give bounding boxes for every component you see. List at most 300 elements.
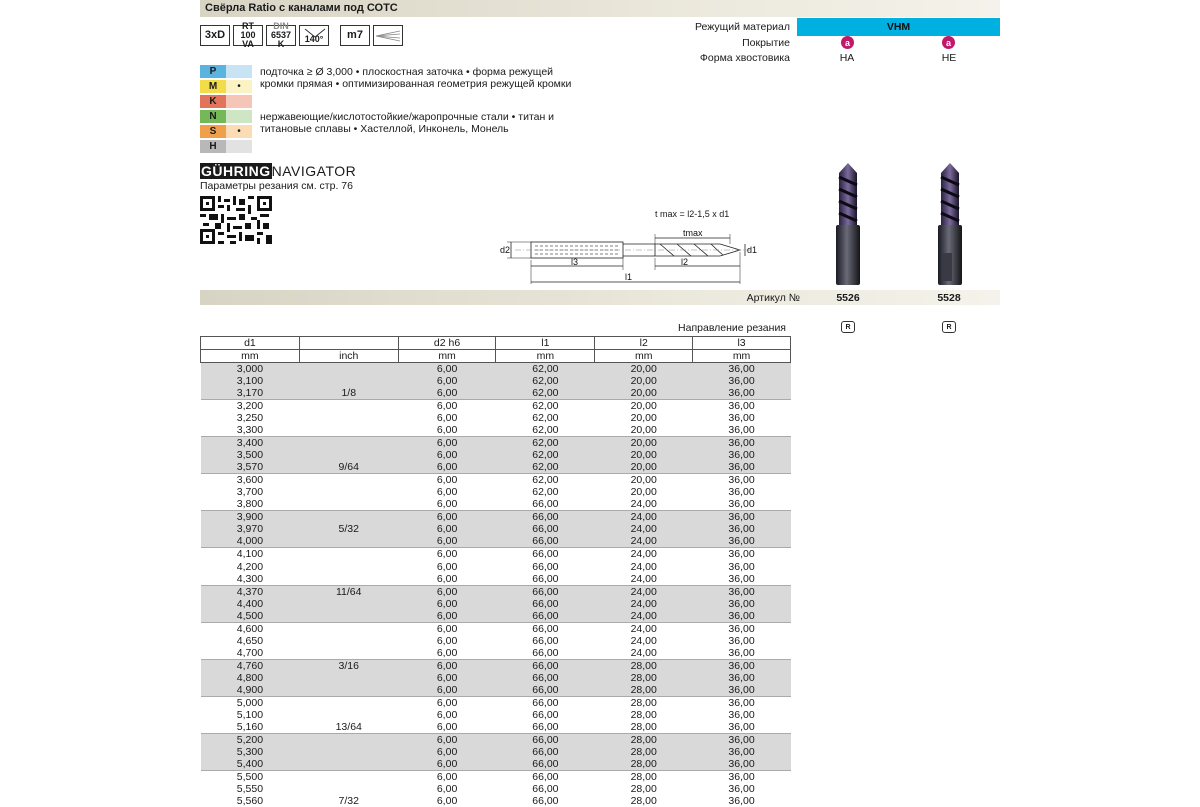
table-cell: 6,00: [398, 363, 496, 376]
table-cell: 36,00: [693, 424, 791, 437]
iso-letter-h: H: [200, 140, 226, 153]
description-line-3: нержавеющие/кислотостойкие/жаропрочные стали • титан и: [260, 111, 554, 123]
iso-letter-k: K: [200, 95, 226, 108]
table-row: [201, 474, 791, 487]
table-cell: 62,00: [496, 486, 595, 498]
table-cell: 4,400: [201, 598, 300, 610]
coating-badge-5528: a: [942, 36, 955, 49]
table-cell: 5,500: [201, 771, 300, 784]
table-cell: 6,00: [398, 733, 496, 746]
iso-row-m: [200, 80, 252, 93]
article-number-5526: 5526: [818, 292, 878, 304]
table-cell: [299, 548, 398, 561]
table-cell: 6,00: [398, 412, 496, 424]
table-cell: [299, 498, 398, 511]
table-row: [201, 573, 791, 586]
table-row: [201, 795, 791, 807]
table-row: [201, 622, 791, 635]
table-cell: 66,00: [496, 535, 595, 548]
table-cell: 62,00: [496, 474, 595, 487]
table-cell: 24,00: [595, 535, 693, 548]
table-cell: 28,00: [595, 696, 693, 709]
table-cell: [299, 783, 398, 795]
iso-letter-m: M: [200, 80, 226, 93]
tmax-label: tmax: [683, 228, 703, 238]
table-cell: 62,00: [496, 387, 595, 400]
table-row: [201, 363, 791, 376]
description-line-4: титановые сплавы • Хастеллой, Инконель, Монель: [260, 123, 554, 135]
iso-mark-h: [226, 140, 252, 153]
table-cell: 36,00: [693, 437, 791, 450]
column-header: [299, 337, 398, 350]
table-cell: 6,00: [398, 548, 496, 561]
table-cell: 3,400: [201, 437, 300, 450]
table-cell: 6,00: [398, 535, 496, 548]
table-cell: 6,00: [398, 684, 496, 697]
table-cell: 6,00: [398, 795, 496, 807]
table-cell: 6,00: [398, 721, 496, 734]
table-cell: [299, 733, 398, 746]
table-header-row: [201, 337, 791, 350]
table-cell: 6,00: [398, 400, 496, 413]
ratio-badge: 3xD: [200, 25, 230, 46]
iso-mark-k: [226, 95, 252, 108]
table-cell: [299, 635, 398, 647]
table-row: [201, 424, 791, 437]
table-cell: 36,00: [693, 622, 791, 635]
table-cell: 36,00: [693, 771, 791, 784]
article-number-5528: 5528: [919, 292, 979, 304]
iso-letter-p: P: [200, 65, 226, 78]
table-cell: 28,00: [595, 783, 693, 795]
table-row: [201, 733, 791, 746]
table-cell: 6,00: [398, 635, 496, 647]
iso-row-h: [200, 140, 252, 153]
table-row: [201, 598, 791, 610]
table-cell: 66,00: [496, 746, 595, 758]
iso-letter-s: S: [200, 125, 226, 138]
tmax-formula: t max = l2-1,5 x d1: [655, 209, 729, 219]
table-row: [201, 375, 791, 387]
point-angle-icon: [304, 28, 326, 38]
table-cell: 4,370: [201, 585, 300, 598]
table-cell: 3,000: [201, 363, 300, 376]
right-hand-cut-icon: R: [942, 321, 956, 333]
table-cell: 66,00: [496, 498, 595, 511]
table-cell: 66,00: [496, 672, 595, 684]
rt100-line1: RT 100: [234, 22, 262, 40]
table-cell: 4,760: [201, 659, 300, 672]
table-row: [201, 746, 791, 758]
table-cell: 20,00: [595, 387, 693, 400]
table-cell: 6,00: [398, 437, 496, 450]
table-cell: 36,00: [693, 412, 791, 424]
cutting-material-label: Режущий материал: [590, 21, 790, 33]
table-cell: [299, 684, 398, 697]
table-row: [201, 560, 791, 572]
table-row: [201, 771, 791, 784]
table-cell: 66,00: [496, 622, 595, 635]
table-cell: 6,00: [398, 449, 496, 461]
table-cell: 3,170: [201, 387, 300, 400]
table-cell: 20,00: [595, 363, 693, 376]
table-cell: 66,00: [496, 598, 595, 610]
d2-label: d2: [500, 245, 510, 255]
table-cell: 3,570: [201, 461, 300, 474]
table-cell: 36,00: [693, 474, 791, 487]
table-cell: 20,00: [595, 412, 693, 424]
table-cell: 36,00: [693, 598, 791, 610]
table-row: [201, 486, 791, 498]
table-cell: 28,00: [595, 795, 693, 807]
table-cell: 6,00: [398, 486, 496, 498]
table-cell: 66,00: [496, 548, 595, 561]
table-cell: 66,00: [496, 709, 595, 721]
coolant-channel-icon: [375, 29, 401, 43]
description-line-2: кромки прямая • оптимизированная геометрия режущей кромки: [260, 78, 571, 90]
table-cell: 3,200: [201, 400, 300, 413]
table-cell: 66,00: [496, 647, 595, 660]
table-cell: 5,200: [201, 733, 300, 746]
table-cell: 4,300: [201, 573, 300, 586]
table-cell: 28,00: [595, 684, 693, 697]
table-cell: 62,00: [496, 437, 595, 450]
table-cell: 66,00: [496, 560, 595, 572]
table-cell: 28,00: [595, 709, 693, 721]
table-units-row: [201, 350, 791, 363]
table-cell: 36,00: [693, 363, 791, 376]
table-cell: 6,00: [398, 523, 496, 535]
table-cell: 66,00: [496, 523, 595, 535]
table-cell: 66,00: [496, 573, 595, 586]
table-cell: 20,00: [595, 424, 693, 437]
table-cell: 24,00: [595, 573, 693, 586]
din-line1: DIN: [273, 22, 289, 31]
l1-label: l1: [625, 272, 632, 282]
table-cell: 36,00: [693, 400, 791, 413]
table-cell: 6,00: [398, 387, 496, 400]
table-cell: 36,00: [693, 659, 791, 672]
table-cell: [299, 363, 398, 376]
table-cell: 24,00: [595, 598, 693, 610]
table-cell: 6,00: [398, 598, 496, 610]
table-cell: 36,00: [693, 511, 791, 524]
iso-mark-n: [226, 110, 252, 123]
table-cell: 4,800: [201, 672, 300, 684]
point-angle-badge: [299, 25, 329, 46]
table-cell: 66,00: [496, 659, 595, 672]
guhring-navigator-logo: [200, 163, 356, 179]
table-cell: 7/32: [299, 795, 398, 807]
table-cell: [299, 400, 398, 413]
din-line2: 6537 K: [267, 31, 295, 49]
table-cell: 66,00: [496, 771, 595, 784]
l2-label: l2: [681, 257, 688, 267]
table-row: [201, 412, 791, 424]
column-header: l2: [595, 337, 693, 350]
table-cell: 6,00: [398, 573, 496, 586]
table-cell: 6,00: [398, 610, 496, 623]
table-cell: 36,00: [693, 523, 791, 535]
table-cell: 36,00: [693, 387, 791, 400]
d1-label: d1: [747, 245, 757, 255]
table-cell: 66,00: [496, 511, 595, 524]
table-cell: 11/64: [299, 585, 398, 598]
table-cell: [299, 709, 398, 721]
unit-header: inch: [299, 350, 398, 363]
dimensions-table: [200, 336, 791, 807]
l3-label: l3: [571, 257, 578, 267]
table-cell: 28,00: [595, 771, 693, 784]
table-cell: 6,00: [398, 560, 496, 572]
column-header: d1: [201, 337, 300, 350]
table-cell: 20,00: [595, 437, 693, 450]
table-cell: 6,00: [398, 424, 496, 437]
table-cell: [299, 598, 398, 610]
table-cell: 24,00: [595, 622, 693, 635]
table-cell: [299, 758, 398, 771]
table-cell: 36,00: [693, 585, 791, 598]
table-body: [201, 363, 791, 807]
table-cell: 5,300: [201, 746, 300, 758]
table-row: [201, 523, 791, 535]
drill-image-5526: [830, 163, 866, 285]
cutting-direction-label: Направление резания: [600, 322, 786, 334]
table-row: [201, 672, 791, 684]
table-cell: 24,00: [595, 635, 693, 647]
unit-header: mm: [496, 350, 595, 363]
table-cell: 3,100: [201, 375, 300, 387]
table-cell: 6,00: [398, 771, 496, 784]
column-header: d2 h6: [398, 337, 496, 350]
table-cell: 62,00: [496, 412, 595, 424]
table-cell: 62,00: [496, 461, 595, 474]
table-cell: 4,100: [201, 548, 300, 561]
table-cell: 24,00: [595, 523, 693, 535]
iso-material-groups: [200, 65, 252, 155]
table-cell: [299, 696, 398, 709]
dimensions-table-grid: [200, 336, 791, 807]
unit-header: mm: [201, 350, 300, 363]
table-cell: 6,00: [398, 474, 496, 487]
table-cell: [299, 437, 398, 450]
table-cell: 36,00: [693, 560, 791, 572]
vhm-cell: VHM: [797, 18, 1000, 36]
table-row: [201, 647, 791, 660]
table-cell: 6,00: [398, 585, 496, 598]
table-cell: 28,00: [595, 672, 693, 684]
table-cell: 6,00: [398, 498, 496, 511]
table-cell: [299, 486, 398, 498]
qr-code-icon[interactable]: [200, 196, 272, 244]
table-cell: 9/64: [299, 461, 398, 474]
table-cell: 24,00: [595, 610, 693, 623]
table-row: [201, 709, 791, 721]
table-cell: 36,00: [693, 783, 791, 795]
table-cell: 28,00: [595, 733, 693, 746]
table-cell: 36,00: [693, 486, 791, 498]
unit-header: mm: [595, 350, 693, 363]
iso-mark-p: [226, 65, 252, 78]
table-cell: 3,700: [201, 486, 300, 498]
coating-label: Покрытие: [590, 37, 790, 49]
table-row: [201, 387, 791, 400]
table-cell: 6,00: [398, 511, 496, 524]
drill-dimension-diagram: [495, 222, 760, 292]
angle-label: 140°: [305, 35, 324, 44]
table-cell: 28,00: [595, 746, 693, 758]
table-cell: [299, 511, 398, 524]
table-cell: 36,00: [693, 746, 791, 758]
table-cell: 66,00: [496, 684, 595, 697]
table-cell: 20,00: [595, 474, 693, 487]
table-cell: 24,00: [595, 511, 693, 524]
table-row: [201, 437, 791, 450]
tolerance-badge: m7: [340, 25, 370, 46]
table-cell: 6,00: [398, 659, 496, 672]
page-title: Свёрла Ratio с каналами под СОТС: [205, 2, 398, 14]
table-cell: 3,900: [201, 511, 300, 524]
table-row: [201, 635, 791, 647]
table-cell: 6,00: [398, 622, 496, 635]
table-cell: 66,00: [496, 758, 595, 771]
iso-mark-s: •: [226, 125, 252, 138]
table-cell: 6,00: [398, 647, 496, 660]
column-header: l1: [496, 337, 595, 350]
table-cell: 28,00: [595, 659, 693, 672]
table-cell: 5/32: [299, 523, 398, 535]
unit-header: mm: [398, 350, 496, 363]
article-label: Артикул №: [650, 292, 800, 304]
table-row: [201, 535, 791, 548]
table-cell: 62,00: [496, 424, 595, 437]
table-cell: 36,00: [693, 758, 791, 771]
table-cell: 36,00: [693, 498, 791, 511]
table-cell: 28,00: [595, 758, 693, 771]
table-cell: 62,00: [496, 363, 595, 376]
table-cell: 24,00: [595, 560, 693, 572]
shank-form-label: Форма хвостовика: [590, 52, 790, 64]
table-cell: 3,250: [201, 412, 300, 424]
table-cell: 20,00: [595, 449, 693, 461]
table-row: [201, 610, 791, 623]
table-cell: 3,600: [201, 474, 300, 487]
shank-form-5526: HA: [797, 52, 897, 64]
table-cell: 6,00: [398, 783, 496, 795]
table-cell: 5,560: [201, 795, 300, 807]
table-cell: 4,200: [201, 560, 300, 572]
table-cell: [299, 375, 398, 387]
table-cell: 4,500: [201, 610, 300, 623]
table-cell: 24,00: [595, 498, 693, 511]
table-row: [201, 783, 791, 795]
table-cell: 24,00: [595, 548, 693, 561]
table-cell: 36,00: [693, 635, 791, 647]
table-cell: 4,650: [201, 635, 300, 647]
table-cell: 62,00: [496, 375, 595, 387]
brand-name: GÜHRING: [200, 163, 272, 179]
table-cell: 1/8: [299, 387, 398, 400]
table-cell: 24,00: [595, 585, 693, 598]
table-cell: [299, 746, 398, 758]
iso-letter-n: N: [200, 110, 226, 123]
table-cell: 36,00: [693, 375, 791, 387]
table-cell: [299, 672, 398, 684]
material-description: [260, 111, 554, 135]
table-cell: 66,00: [496, 783, 595, 795]
drill-image-5528: [932, 163, 968, 285]
table-cell: 20,00: [595, 400, 693, 413]
table-cell: 6,00: [398, 709, 496, 721]
table-cell: 3,500: [201, 449, 300, 461]
table-cell: 6,00: [398, 672, 496, 684]
table-cell: [299, 622, 398, 635]
table-cell: 5,000: [201, 696, 300, 709]
table-cell: 3,800: [201, 498, 300, 511]
table-cell: [299, 610, 398, 623]
table-row: [201, 548, 791, 561]
table-cell: 36,00: [693, 709, 791, 721]
din-badge: [266, 25, 296, 46]
shank-form-5528: HE: [899, 52, 999, 64]
table-cell: 62,00: [496, 449, 595, 461]
table-cell: 6,00: [398, 758, 496, 771]
table-cell: 36,00: [693, 733, 791, 746]
column-header: l3: [693, 337, 791, 350]
table-cell: 66,00: [496, 721, 595, 734]
table-row: [201, 721, 791, 734]
table-cell: 36,00: [693, 573, 791, 586]
table-cell: 36,00: [693, 461, 791, 474]
iso-mark-m: •: [226, 80, 252, 93]
table-cell: 4,600: [201, 622, 300, 635]
table-cell: 28,00: [595, 721, 693, 734]
table-cell: 62,00: [496, 400, 595, 413]
table-cell: 6,00: [398, 746, 496, 758]
table-cell: [299, 449, 398, 461]
table-cell: [299, 535, 398, 548]
table-cell: 36,00: [693, 795, 791, 807]
table-cell: 4,000: [201, 535, 300, 548]
iso-row-k: [200, 95, 252, 108]
table-cell: 66,00: [496, 610, 595, 623]
table-cell: 5,100: [201, 709, 300, 721]
table-row: [201, 400, 791, 413]
table-row: [201, 659, 791, 672]
table-cell: 66,00: [496, 733, 595, 746]
table-cell: 3,970: [201, 523, 300, 535]
table-cell: 36,00: [693, 610, 791, 623]
table-row: [201, 585, 791, 598]
table-cell: 6,00: [398, 696, 496, 709]
geometry-description: [260, 66, 571, 90]
table-cell: 24,00: [595, 647, 693, 660]
product-name: NAVIGATOR: [272, 163, 357, 179]
article-bar: [200, 290, 1000, 305]
iso-row-n: [200, 110, 252, 123]
table-cell: 20,00: [595, 486, 693, 498]
table-cell: [299, 474, 398, 487]
table-cell: 36,00: [693, 721, 791, 734]
table-cell: [299, 573, 398, 586]
table-cell: 6,00: [398, 375, 496, 387]
iso-row-s: [200, 125, 252, 138]
iso-row-p: [200, 65, 252, 78]
table-cell: 36,00: [693, 672, 791, 684]
table-row: [201, 696, 791, 709]
table-cell: 4,900: [201, 684, 300, 697]
table-cell: 6,00: [398, 461, 496, 474]
